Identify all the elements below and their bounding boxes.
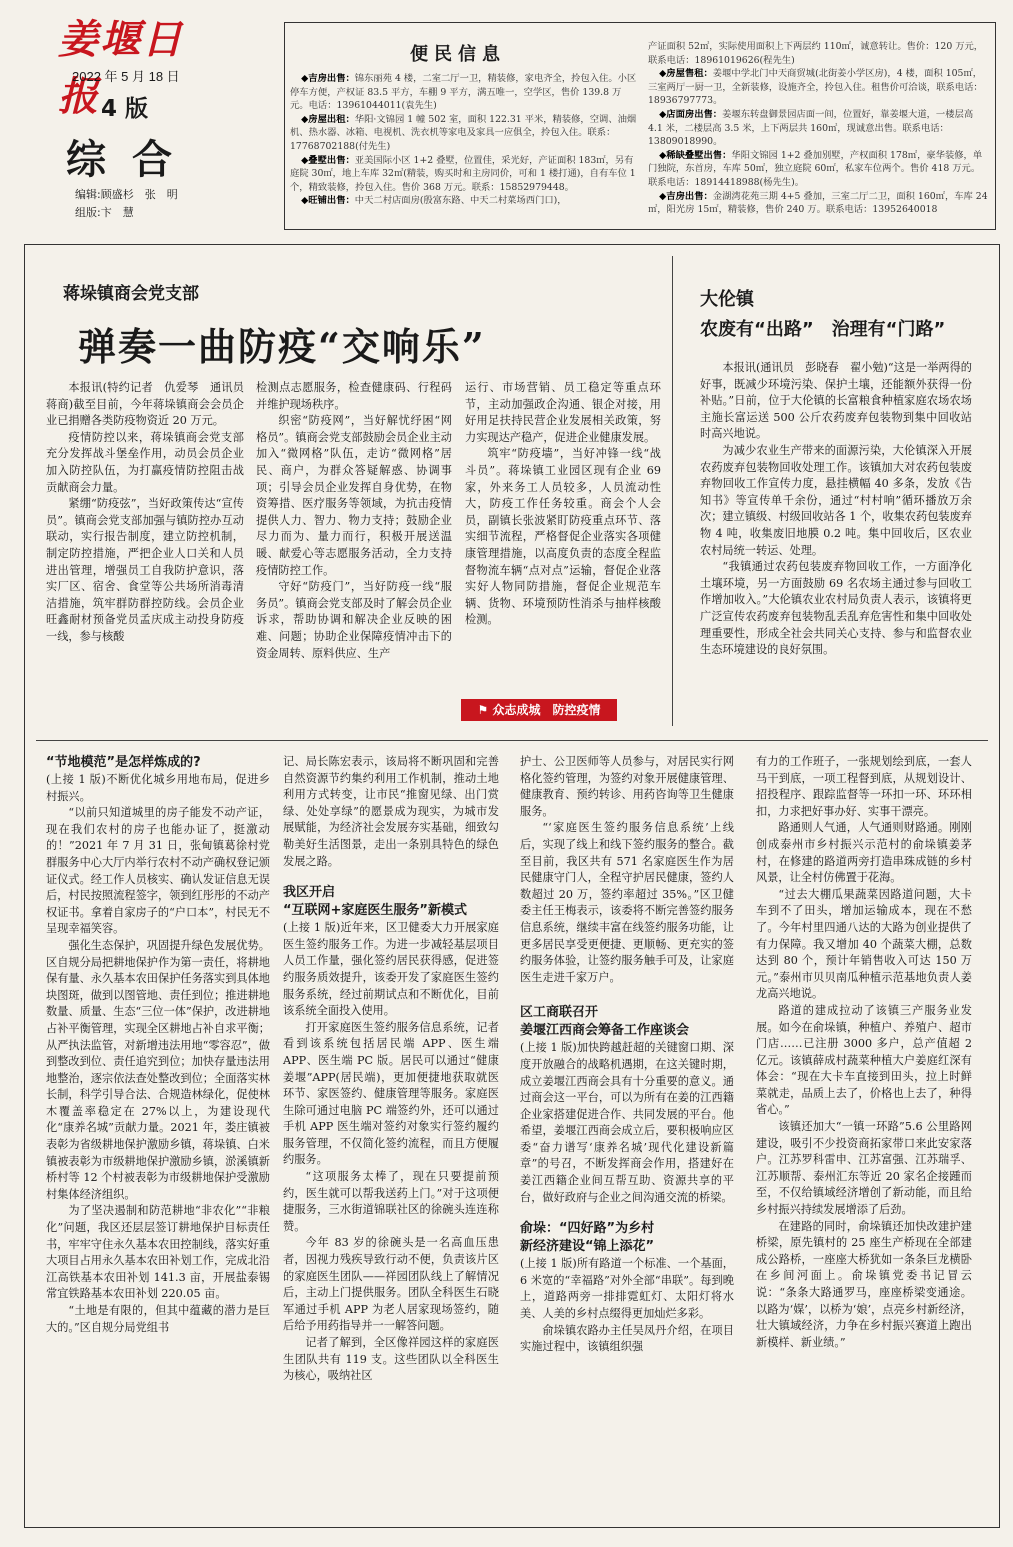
- article1-col-3: [465, 380, 661, 629]
- paragraph: 为减少农业生产带来的面源污染，大伦镇深入开展农药废弃包装物回收处理工作。该镇加大对农药包装废弃物回收工作宣传力度，悬挂横幅 40 多条，发放《告知书》等宣传单千余份，通过“村村响”循环播放万余次；建立镇级、村级回收站各 1 个，收集农药包装废弃物 4 吨，收集废旧地膜 0.2 吨。集中回收后，区农业农村局统一转运、处理。: [700, 443, 972, 557]
- classified-label: ◆旺铺出售：: [301, 195, 355, 207]
- paragraph: 记、局长陈宏表示，该局将不断巩固和完善自然资源节约集约利用工作机制，推动土地利用方式转变，让市民“推窗见绿、出门赏绿、处处享绿”的愿景成为现实，为城市发展赋能，为经济社会发展夯实基础，细致勾勒美好生活图景，走出一条别具特色的绿色发展之路。: [283, 755, 499, 868]
- paragraph: 强化生态保护，巩固提升绿色发展优势。区自规分局把耕地保护作为第一责任，将耕地保有量、永久基本农田保护任务落实到具体地块图斑，做到以图管地、责任到位；推进耕地数量、质量、生态“三位一体”保护，改进耕地占补平衡管理，实现全区耕地占补自求平衡；从严执法监管，对新增违法用地“零容忍”，做到整改到位、责任追究到位；加快存量违法用地整治，逐宗依法查处整改到位；全面落实林长制，科学引导合法、合规造林绿化，促使林木覆盖率稳定在 27%以上，为建设现代化“康养名城”贡献力量。2021 年，娄庄镇被表彰为省级耕地保护激励乡镇，蒋垛镇、白米镇被表彰为市级耕地保护激励乡镇，淤溪镇新桥村等 12 个村被表彰为市级耕地保护受激励村集体经济组织。: [46, 938, 271, 1201]
- paragraph: 筑牢“防疫墙”，当好冲锋一线“战斗员”。蒋垛镇工业园区现有企业 69 家，外来务工人员较多，人员流动性大，防疫工作任务较重。商会个人会员，副镇长张波紧盯防疫重点环节、落实细节流程，严格督促企业落实各项健康管理措施，以高度负责的态度全程监督物流车辆“点对点”运输，督促企业落实好人物同防措施，督促企业规范车辆、货物、环境预防性消杀与抽样核酸检测。: [465, 447, 661, 627]
- article1-col-1: [46, 380, 256, 646]
- paragraph: 有力的工作班子，一张规划绘到底，一套人马干到底，一项工程督到底，从规划设计、招投程序、跟踪监督等一环扣一环、环环相扣，力求把好事办好、实事干漂亮。: [756, 755, 972, 818]
- spacer: [520, 986, 734, 1004]
- spacer: [283, 870, 499, 884]
- doctor-article-kicker: 我区开启: [283, 885, 336, 901]
- classifieds-col-1: [290, 72, 638, 208]
- classified-text: 金湖湾花苑三期 4+5 叠加，三室二厅二卫，面积 160㎡，车库 24㎡，阳光房 15㎡，精装修，售价 240 万。联系电话：13952640018: [648, 190, 988, 216]
- doctor-article-body: [283, 920, 499, 1385]
- editor-credits: [75, 186, 178, 222]
- paragraph: 路道的建成拉动了该镇三产服务业发展。如今在俞垛镇，种植户、养殖户、超市门店……已注册 3000 多户，总产值超 2 亿元。该镇薛成村蔬菜种植大户姜庭红深有体会：“现在大卡车直接到田头，拉上时鲜菜就走，品质上去了，价格也上去了，种得省心。”: [756, 1003, 972, 1117]
- paragraph: 检测点志愿服务，检查健康码、行程码并维护现场秩序。: [256, 381, 452, 411]
- edition-number: 4 版: [101, 96, 149, 122]
- classified-text: 锦东丽苑 4 楼，二室二厅一卫，精装修，家电齐全，拎包入住。小区停车方便，产权证 83.5 平方，车棚 9 平方，满五唯一，空学区，售价 139.8 万元。电话：13961044011(袁先生): [290, 73, 637, 112]
- paragraph: (上接 1 版)加快跨越赶超的关键窗口期、深度开放融合的战略机遇期，在这关键时期，成立姜堰江西商会具有十分重要的意义。通过商会这一平台，可以为所有在姜的江西籍企业家搭建促进合作、共同发展的平台。他希望，姜堰江西商会成立后，要积极响应区委“奋力谱写‘康养名城’现代化建设新篇章”的号召，不断发挥商会作用，搭建好在姜江西籍企业间互帮互助、资源共享的平台，做好政府与企业之间沟通交流的桥梁。: [520, 1041, 734, 1204]
- classified-item: [648, 108, 988, 149]
- paragraph: “以前只知道城里的房子能发不动产证，现在我们农村的房子也能办证了，挺激动的！”2021 年 7 月 31 日，张甸镇葛徐村党群服务中心大厅内举行农村不动产确权登记颁证仪式。经工作人员核实、确认发证信息无误后，村民按照流程签字，领到红彤彤的不动产权证书。拿着自家房子的“户口本”，村民无不呈现幸福笑容。: [46, 806, 271, 936]
- paragraph: 今年 83 岁的徐碗头是一名高血压患者，因视力残疾导致行动不便，负责该片区的家庭医生团队——祥园团队线上了解情况后，主动上门提供服务。团队全科医生石晓军通过手机 APP 为老人居家现场签约，随后给予用药指导并一一解答问题。: [283, 1236, 499, 1333]
- paragraph: “这项服务太棒了，现在只要提前预约，医生就可以帮我送药上门。”对于这项便捷服务，三水街道锦联社区的徐碗头连连称赞。: [283, 1170, 499, 1233]
- paragraph: 打开家庭医生签约服务信息系统，记者看到该系统包括居民端 APP、医生端 APP、医生端 PC 版。居民可以通过“健康姜堰”APP(居民端)，更加便捷地获取就医环节、家医签约、健康管理等服务。家庭医生除可通过电脑 PC 端签约外，还可以通过手机 APP 医生端对签约对象实行签约履约服务管理，不仅简化签约流程，而且方便履约服务。: [283, 1020, 499, 1167]
- road-article-kicker: 俞垛：“四好路”为乡村: [520, 1221, 655, 1237]
- paragraph: 疫情防控以来，蒋垛镇商会党支部充分发挥战斗堡垒作用，动员会员企业加入防控队伍，为打赢疫情防控阻击战贡献商会力量。: [46, 430, 244, 494]
- classified-item: [648, 190, 988, 217]
- banner-label: 众志成城 防控疫情: [492, 703, 601, 717]
- issue-date: 2022 年 5 月 18 日: [72, 69, 180, 84]
- doctor-article-headline: “互联网+家庭医生服务”新模式: [283, 903, 467, 919]
- paragraph: “我镇通过农药包装废弃物回收工作，一方面净化土壤环境，另一方面鼓励 69 名农场主通过参与回收工作增加收入。”大伦镇农业农村局负责人表示，该镇将更广泛宣传农药废弃包装物乱丢乱弃危害性和集中回收处理重要性，形成全社会共同关心支持、参与和监督农业生态环境建设的良好氛围。: [700, 560, 972, 657]
- paragraph: 织密“防疫网”，当好解忧纾困“网格员”。镇商会党支部鼓励会员企业主动加入“微网格”队伍，走访“微网格”居民、商户，为群众答疑解惑、协调事项；引导会员企业发挥自身优势，在物资筹措、医疗服务等领域，为抗击疫情提供人力、智力、物力支持；鼓励企业尽力而为、量力而行，积极开展送温暖、献爱心等志愿服务活动，全力支持疫情防控工作。: [256, 414, 452, 577]
- classified-label: ◆店面房出售：: [659, 108, 723, 120]
- column-divider: [672, 256, 673, 726]
- paragraph: 俞垛镇农路办主任吴凤丹介绍，在项目实施过程中，该镇组织强: [520, 1323, 734, 1354]
- classified-label: ◆吉房出售：: [301, 73, 355, 84]
- classified-text: 华阳·文锦园 1 幢 502 室，面积 122.31 平米，精装修，空调、油烟机、热水器、冰箱、电视机、洗衣机等家电及家具一应俱全，拎包入住。联系：17768702188(付先生): [290, 113, 637, 152]
- article2-kicker: 大伦镇: [700, 289, 754, 310]
- doctor-article-continued: [520, 754, 734, 986]
- classified-text: 产证面积 52㎡，实际使用面积上下两层约 110㎡，诚意转让。售价：120 万元，联系电话：18961019626(程先生): [648, 41, 984, 66]
- classified-item: [648, 149, 988, 190]
- road-article-continued: [756, 754, 972, 1351]
- article1-title: 弹奏一曲防疫“交响乐”: [78, 324, 486, 369]
- classified-text: 姜堰东转盘御景园店面一间，位置好，靠姜堰大道，一楼层高 4.1 米，二楼层高 3.5 米，上下两层共 160㎡，现诚意出售。联系电话：13809018990。: [648, 108, 974, 148]
- paragraph: 在建路的同时，俞垛镇还加快改建护建桥梁，原先镇村的 25 座生产桥现在全部建成公路桥，一座座大桥犹如一条条巨龙横卧在乡间河面上。俞垛镇党委书记冒云说：“条条大路通罗马，座座桥梁变通途。以路为‘媒’，以桥为‘娘’，点亮乡村新经济，壮大镇域经济，力争在乡村振兴赛道上跑出新模样、新业绩。”: [756, 1219, 972, 1349]
- lower-col-3: [520, 754, 734, 1356]
- lower-col-1: [46, 754, 270, 1336]
- paragraph: (上接 1 版)不断优化城乡用地布局，促进乡村振兴。: [46, 773, 270, 803]
- land-article-headline: “节地模范”是怎样炼成的?: [46, 755, 201, 770]
- classified-label: ◆稀缺叠墅出售：: [659, 149, 732, 161]
- lower-col-2: [283, 754, 499, 1385]
- article2-body: [700, 360, 972, 659]
- road-article-headline: 新经济建设“锦上添花”: [520, 1239, 655, 1255]
- flag-icon: ⚑: [477, 703, 493, 717]
- paragraph: 为了坚决遏制和防范耕地“非农化”“非粮化”问题，我区还层层签订耕地保护目标责任书，牢牢守住永久基本农田控制线，落实好重大项目占用永久基本农田补划工作，完成北沿江高铁基本农田补划 141.3 亩，开展盐泰锡常宜铁路基本农田补划 220.05 亩。: [46, 1204, 270, 1301]
- paragraph: 本报讯(特约记者 仇爱琴 通讯员 蒋商)截至目前，今年蒋垛镇商会会员企业已捐赠各类防疫物资近 20 万元。: [46, 381, 256, 428]
- road-article-body: [520, 1256, 734, 1356]
- article1-kicker: 蒋垛镇商会党支部: [63, 284, 199, 304]
- classifieds-title: 便民信息: [410, 44, 506, 65]
- classified-text: 姜堰中学北门中天商贸城(北街姜小学区房)，4 楼，面积 105㎡，三室两厅一厨一卫，全新装修，设施齐全，拎包入住。租售价可洽谈，联系电话：18936797773。: [648, 68, 983, 107]
- classified-item: [648, 40, 988, 67]
- chamber-article-kicker: 区工商联召开: [520, 1005, 599, 1021]
- paragraph: 该镇还加大“一镇一环路”5.6 公里路网建设，吸引不少投资商拓家带口来此安家落户。江苏罗科雷申、江苏富强、江苏瑞孚、江苏顺帮、泰州汇东等近 20 家名企接踵而至，不仅给镇域经济增创了新动能，而且给乡村振兴持续发展增添了后劲。: [756, 1120, 972, 1217]
- classified-text: 华阳文锦园 1+2 叠加别墅，产权面积 178㎡，豪华装修，单门独院，东首房，车库 50㎡，独立庭院 60㎡，私家车位两个。售价 418 万元。联系电话：18914418988(杨先生)。: [648, 149, 983, 188]
- campaign-banner: [461, 699, 617, 721]
- paragraph: 紧绷“防疫弦”，当好政策传达“宣传员”。镇商会党支部加强与镇防控办互动联动，实行报告制度，建立防控机制，制定防控措施，严把企业人口关和人员进出管理，增强员工自我防护意识，落实厂区、宿舍、食堂等公共场所消毒清洁措施，筑牢群防群控防线。会员企业旺鑫耐材预备党员孟庆成主动投身防疫一线，参与核酸: [46, 497, 244, 643]
- classified-item: [290, 113, 638, 154]
- paragraph: “土地是有限的，但其中蕴藏的潜力是巨大的。”区自规分局党组书: [46, 1304, 270, 1334]
- chamber-article-body: [520, 1040, 734, 1206]
- land-article-body: [46, 772, 270, 1336]
- lower-col-4: [756, 754, 972, 1351]
- paragraph: “过去大棚瓜果蔬菜因路道问题，大卡车到不了田头，增加运输成本，现在不愁了。今年村里四通八达的大路为创业提供了有力保障。我又增加 40 个蔬菜大棚，总数达到 80 个，预计年销售收入可达 150 万元。”泰州市贝贝南瓜种植示范基地负责人姜龙高兴地说。: [756, 887, 972, 1001]
- spacer: [520, 1206, 734, 1220]
- paragraph: 护士、公卫医师等人员参与，对居民实行网格化签约管理，为签约对象开展健康管理、健康教育、预约转诊、用药咨询等卫生健康服务。: [520, 755, 734, 818]
- article2-title: 农废有“出路” 治理有“门路”: [700, 319, 946, 340]
- paragraph: 本报讯(通讯员 彭晓春 翟小勉)“这是一举两得的好事，既减少环境污染、保护土壤，还能额外获得一份补贴。”日前，位于大伦镇的长富粮食种植家庭农场农场主施长富运送 500 公斤农药废弃包装物到集中回收站时高兴地说。: [700, 361, 972, 441]
- land-article-continued: [283, 754, 499, 870]
- classified-label: ◆房屋出租：: [301, 113, 355, 125]
- paragraph: 守好“防疫门”，当好防疫一线“服务员”。镇商会党支部及时了解会员企业诉求，帮助协调和解决企业反映的困难、问题；协助企业保障疫情冲击下的资金周转、原料供应、生产: [256, 580, 452, 660]
- classified-item: [648, 67, 988, 108]
- chamber-article-headline: 姜堰江西商会筹备工作座谈会: [520, 1023, 690, 1039]
- classified-item: [290, 194, 638, 208]
- paragraph: “‘家庭医生签约服务信息系统’上线后，实现了线上和线下签约服务的整合。截至目前，我区共有 571 名家庭医生作为居民健康守门人，全程守护居民健康，签约人数超过 20 万，签约率超过 35%。”区卫健委主任王梅表示，该委将不断完善签约服务信息系统，继续丰富在线签约服务功能，让更多居民享受更便捷、更顺畅、更充实的签约服务体验，让签约服务触手可及，让家庭医生走进千家万户。: [520, 821, 734, 984]
- paragraph: 运行、市场营销、员工稳定等重点环节，主动加强政企沟通、银企对接，用好用足扶持民营企业发展相关政策，努力实现达产稳产，促进企业健康发展。: [465, 381, 661, 444]
- section-divider: [36, 740, 988, 741]
- section-title: 综合: [66, 136, 198, 183]
- paragraph: 记者了解到，全区像祥园这样的家庭医生团队共有 119 支。这些团队以全科医生为核心，吸纳社区: [283, 1336, 499, 1383]
- classified-item: [290, 154, 638, 195]
- classified-text: 亚美国际小区 1+2 叠墅，位置佳，采光好，产证面积 183㎡，另有庭院 30㎡，地上车库 32㎡(精装，购买时和主房同价，可和 1 楼打通)，自有车位 1 个，精致装修，拎包入住。售价 368 万元。联系：15852979448。: [290, 154, 636, 193]
- masthead-logo: 姜堰日报: [58, 16, 184, 120]
- article1-col-2: [256, 380, 452, 662]
- classified-item: [290, 72, 638, 113]
- paragraph: (上接 1 版)所有路道一个标准、一个基面，6 米宽的“幸福路”对外全部“串联”。每到晚上，道路两旁一排排霓虹灯、太阳灯将水美、人美的乡村点缀得更加灿烂多彩。: [520, 1257, 734, 1321]
- paragraph: (上接 1 版)近年来，区卫健委大力开展家庭医生签约服务工作。为进一步减轻基层项目人员工作量，强化签约居民获得感，促进签约服务质效提升，该委开发了家庭医生签约服务系统，经过前期试点和不断优化，目前该系统全面投入使用。: [283, 921, 499, 1018]
- classifieds-col-2: [648, 40, 988, 217]
- classified-label: ◆叠墅出售：: [301, 154, 355, 166]
- paragraph: 路通则人气通，人气通则财路通。刚刚创成泰州市乡村振兴示范村的俞垛镇姜茅村，在修建的路道两旁打造串珠成链的乡村风景，让全村仿佛置于花海。: [756, 821, 972, 885]
- layout-line: 组版:卞 慧: [75, 206, 134, 219]
- classified-text: 中天二村店面房(殷富东路、中天二村菜场西门口)，: [354, 195, 567, 207]
- classified-label: ◆房屋售租：: [659, 68, 713, 80]
- editor-line: 编辑:顾盛杉 张 明: [75, 188, 178, 201]
- classified-label: ◆吉房出售：: [659, 190, 713, 202]
